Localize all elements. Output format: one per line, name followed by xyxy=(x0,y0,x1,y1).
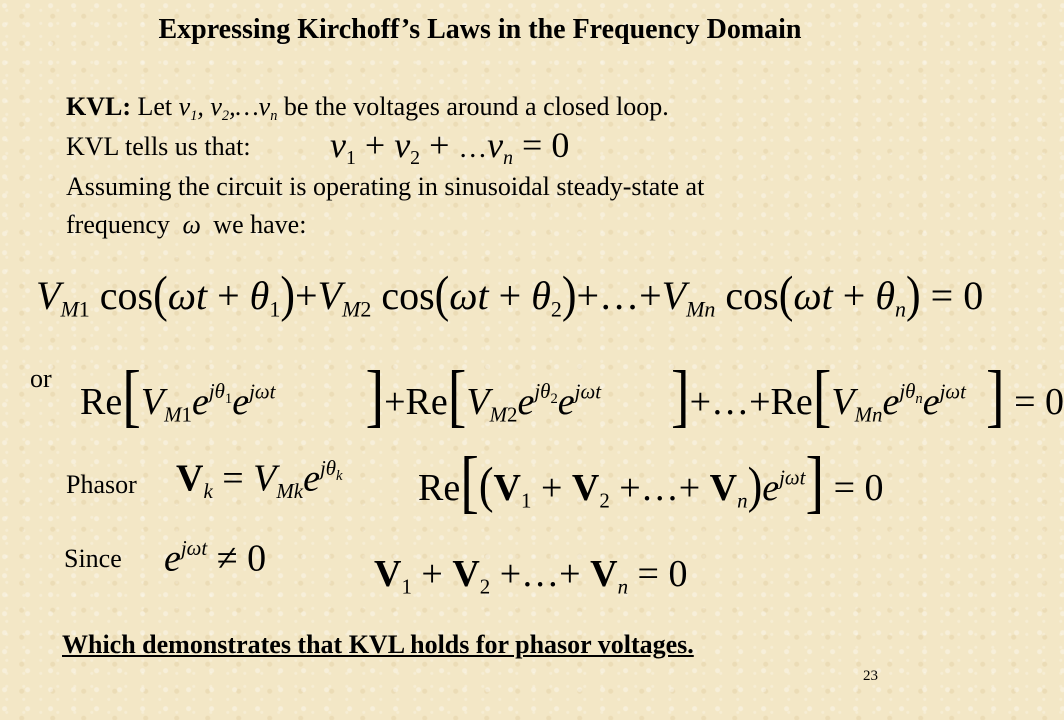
kvl-sum-equation: $v_1 + v_2$ + $\dots v_n = 0$ xyxy=(330,125,570,169)
nonzero-exponential: $e^{j\omega t} \ne 0$ xyxy=(164,536,267,580)
voltage-list: $v_1$, $v_2,\dots v_n$ xyxy=(178,92,278,124)
omega-symbol: ω xyxy=(182,210,201,239)
phasor-kvl-equation: $V_1 + V_2$ +…+ $V_n = 0$ xyxy=(374,553,688,599)
or-label: or xyxy=(30,364,52,393)
phasor-sum-real-equation: $Re[(V_1 + V_2$ +…+ $V_n)e^{j\omega t}] = 0$ xyxy=(418,443,884,521)
frequency-text: frequency xyxy=(66,210,170,239)
slide-title: Expressing Kirchoff’s Laws in the Frequency Domain xyxy=(158,14,802,45)
phasor-definition: $V_k = V_{Mk}e^{j\theta_k}$ xyxy=(176,456,343,503)
page-number: 23 xyxy=(863,668,878,684)
kvl-label: KVL: xyxy=(66,92,131,121)
cosine-sum-equation: $V_{M1}$ $\cos(\omega t + \theta_1)+V_{M2}$ $\cos(\omega t + \theta_2)+\dots+V_{Mn}$ $\cos(\omega t + \theta_n) = 0$ xyxy=(36,266,984,323)
we-have-text: we have: xyxy=(213,210,307,239)
kvl-let: Let xyxy=(137,92,173,121)
kvl-line-1 xyxy=(66,92,669,125)
real-part-sum-equation: $Re[V_{M1}e^{j\theta_1}e^{j\omega t}$ ]$+Re[V_{M2}e^{j\theta_2}e^{j\omega t}$ ]$+\dots+Re[V_{Mn}e^{j\theta_n}e^{j\omega t}$ ] = 0 xyxy=(80,357,1064,435)
kvl-line-1-suffix: be the voltages around a closed loop. xyxy=(283,92,669,121)
conclusion-text: Which demonstrates that KVL holds for phasor voltages. xyxy=(62,630,694,659)
phasor-label: Phasor xyxy=(66,470,137,499)
kvl-line-4 xyxy=(66,210,306,240)
kvl-line-3: Assuming the circuit is operating in sinusoidal steady-state at xyxy=(66,172,705,201)
kvl-line-2: KVL tells us that: xyxy=(66,132,251,161)
since-label: Since xyxy=(64,544,122,573)
